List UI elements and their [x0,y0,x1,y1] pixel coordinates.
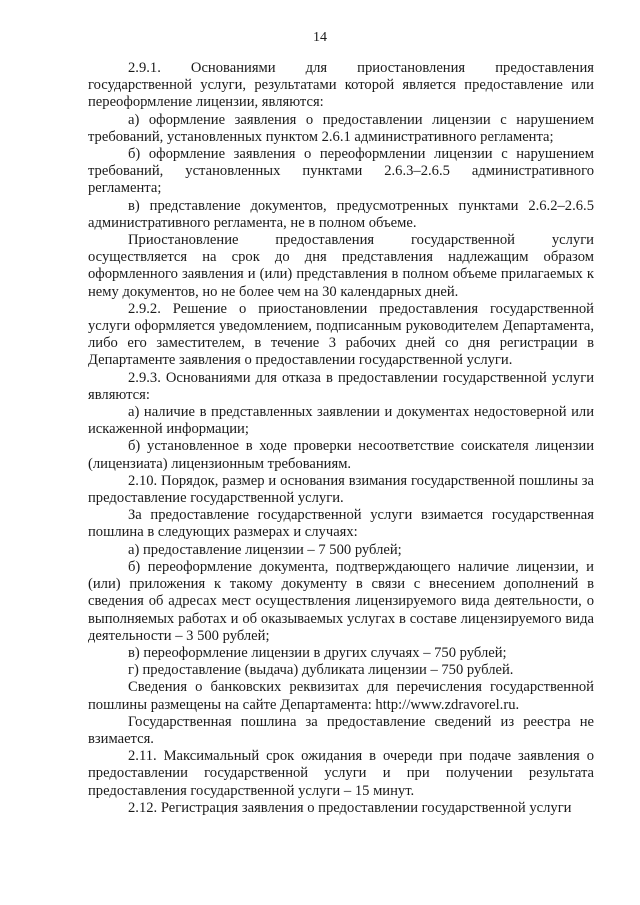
paragraph-fee-g: г) предоставление (выдача) дубликата лицензии – 750 рублей. [128,662,514,679]
paragraph-item-b: б) оформление заявления о переоформлении лицензии с нарушением требований, установленных пунктами 2.6.3–2.6.5 административного регламента; [88,146,594,197]
paragraph-2-10: 2.10. Порядок, размер и основания взимания государственной пошлины за предоставление государственной услуги. [88,472,594,507]
paragraph-2-9-2: 2.9.2. Решение о приостановлении предоставления государственной услуги оформляется уведомлением, подписанным руководителем Департамента, либо его заместителем, в течение 3 рабочих дней со дня регистрации в Департаменте заявления о предоставлении государственной услуги. [88,300,594,369]
paragraph-registry-fee: Государственная пошлина за предоставление сведений из реестра не взимается. [88,713,594,747]
paragraph-fee-b: б) переоформление документа, подтверждающего наличие лицензии, и (или) приложения к такому документу в связи с внесением дополнений в сведения об адресах мест осуществления лицензируемого вида деятельности, о выполняемых работах и об оказываемых услугах в составе лицензируемого вида деятельности – 3 500 рублей; [88,558,594,644]
paragraph-fee-a: а) предоставление лицензии – 7 500 рублей; [128,541,402,558]
paragraph-2-11: 2.11. Максимальный срок ожидания в очереди при подаче заявления о предоставлении государственной услуги и при получении результата предоставления государственной услуги – 15 минут. [88,748,594,799]
paragraph-fee-v: в) переоформление лицензии в других случаях – 750 рублей; [128,644,507,661]
paragraph-2-9-3: 2.9.3. Основаниями для отказа в предоставлении государственной услуги являются: [88,369,594,403]
paragraph-refusal-a: а) наличие в представленных заявлении и документах недостоверной или искаженной информации; [88,404,594,438]
paragraph-bank-details: Сведения о банковских реквизитах для перечисления государственной пошлины размещены на сайте Департамента: http://www.zdravorel.ru. [88,679,594,713]
paragraph-suspension-term: Приостановление предоставления государственной услуги осуществляется на срок до дня представления надлежащим образом оформленного заявления и (или) представления в полном объеме прилагаемых к нему документов, но не более чем на 30 календарных дней. [88,232,594,300]
paragraph-2-9-1: 2.9.1. Основаниями для приостановления предоставления государственной услуги, результатами которой является предоставление или переоформление лицензии, являются: [88,60,594,111]
paragraph-item-a: а) оформление заявления о предоставлении лицензии с нарушением требований, установленных пунктом 2.6.1 административного регламента; [88,111,594,145]
page-number: 14 [313,30,327,45]
paragraph-2-12: 2.12. Регистрация заявления о предоставлении государственной услуги [128,799,572,816]
paragraph-refusal-b: б) установленное в ходе проверки несоответствие соискателя лицензии (лицензиата) лицензионным требованиям. [88,438,594,472]
paragraph-item-v: в) представление документов, предусмотренных пунктами 2.6.2–2.6.5 административного регламента, не в полном объеме. [88,197,594,231]
paragraph-fee-intro: За предоставление государственной услуги взимается государственная пошлина в следующих размерах и случаях: [88,507,594,541]
document-body [88,60,594,817]
